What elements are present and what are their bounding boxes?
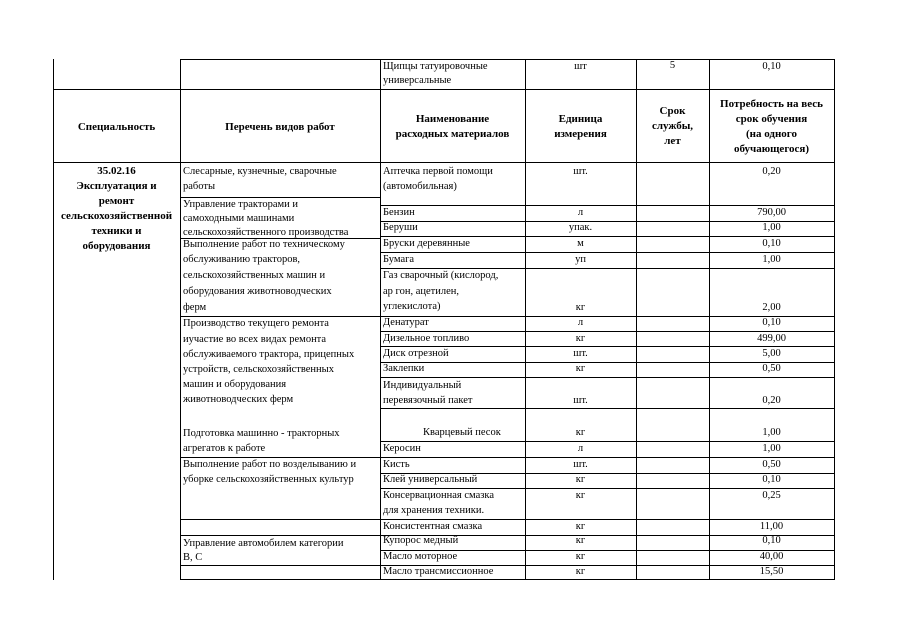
material-unit: кг — [575, 490, 586, 501]
work-item-line: Управление автомобилем категории — [183, 538, 344, 549]
material-need: 0,10 — [762, 474, 781, 485]
material-name: Консервационная смазка — [383, 490, 495, 501]
specialty-line: техники и — [91, 225, 142, 237]
header-need-line: Потребность на весь — [720, 98, 823, 110]
work-item-line: иучастие во всех видах ремонта — [183, 334, 327, 345]
material-unit: шт. — [573, 166, 588, 177]
work-item-line: машин и оборудования — [183, 379, 287, 390]
header-unit-line: Единица — [558, 113, 603, 125]
material-name: Бензин — [383, 207, 415, 218]
material-unit: л — [577, 207, 584, 218]
material-unit: уп — [575, 254, 586, 265]
col-border-left — [53, 59, 54, 580]
material-name: Заклепки — [383, 363, 425, 374]
works-sep — [180, 519, 380, 520]
header-term-line: лет — [664, 135, 681, 147]
material-name: Аптечка первой помощи — [383, 166, 493, 177]
work-item-line: ферм — [183, 302, 207, 313]
header-need-line: обучающегося) — [733, 143, 810, 155]
material-unit: шт. — [573, 395, 588, 406]
header-need-line: (на одного — [745, 128, 798, 140]
material-unit: кг — [575, 521, 586, 532]
work-item-line: самоходными машинами — [183, 213, 295, 224]
col-border-right — [834, 59, 835, 580]
header-term-line: Срок — [659, 105, 686, 117]
cont-need: 0,10 — [762, 61, 781, 72]
material-name: перевязочный пакет — [383, 395, 473, 406]
material-need: 11,00 — [759, 521, 784, 532]
material-need: 15,50 — [759, 566, 784, 577]
material-name: ар гон, ацетилен, — [383, 286, 459, 297]
material-name: Индивидуальный — [383, 380, 462, 391]
work-item-line: В, С — [183, 552, 203, 563]
material-unit: кг — [575, 333, 586, 344]
work-item-line: агрегатов к работе — [183, 443, 266, 454]
material-need: 499,00 — [757, 333, 786, 344]
table-bottom-border — [180, 579, 834, 580]
material-need: 0,10 — [762, 317, 781, 328]
material-need: 0,20 — [762, 166, 781, 177]
work-item-line: обслуживанию тракторов, — [183, 254, 301, 265]
material-unit: л — [577, 443, 584, 454]
material-unit: кг — [575, 363, 586, 374]
material-name: Диск отрезной — [383, 348, 449, 359]
material-need: 1,00 — [762, 443, 781, 454]
material-need: 0,20 — [762, 395, 781, 406]
material-name: для хранения техники. — [383, 505, 485, 516]
material-unit: кг — [575, 535, 586, 546]
material-name: Дизельное топливо — [383, 333, 470, 344]
row-sep — [380, 377, 834, 378]
header-material-line: расходных материалов — [395, 128, 510, 140]
material-need: 790,00 — [757, 207, 786, 218]
col-border — [180, 59, 181, 580]
header-works: Перечень видов работ — [225, 121, 335, 133]
material-name: Консистентная смазка — [383, 521, 483, 532]
material-unit: упак. — [568, 222, 593, 233]
material-need: 1,00 — [762, 254, 781, 265]
cont-term: 5 — [669, 60, 676, 71]
work-item-line: устройств, сельскохозяйственных — [183, 364, 334, 375]
works-sep — [180, 565, 380, 566]
work-item-line: животноводческих ферм — [183, 394, 294, 405]
header-need-line: срок обучения — [735, 113, 808, 125]
material-name: Кварцевый песок — [423, 427, 501, 438]
work-item-line: Подготовка машинно - тракторных — [183, 428, 340, 439]
material-name: Клей универсальный — [383, 474, 478, 485]
material-name: Керосин — [383, 443, 421, 454]
specialty-line: сельскохозяйственной — [60, 210, 173, 222]
work-item-line: уборке сельскохозяйственных культур — [183, 474, 354, 485]
material-need: 0,25 — [762, 490, 781, 501]
material-unit: м — [577, 238, 584, 249]
material-name: Бумага — [383, 254, 415, 265]
work-item-line: Управление тракторами и — [183, 199, 298, 210]
material-need: 40,00 — [759, 551, 784, 562]
material-unit: кг — [575, 551, 586, 562]
material-unit: кг — [575, 302, 586, 313]
cont-material-line: универсальные — [383, 75, 452, 86]
material-unit: кг — [575, 566, 586, 577]
work-item-line: обслуживаемого трактора, прицепных — [183, 349, 355, 360]
material-unit: кг — [575, 474, 586, 485]
specialty-line: Эксплуатация и — [76, 180, 157, 192]
work-item-line: Выполнение работ по возделыванию и — [183, 459, 357, 470]
row-sep — [380, 408, 834, 409]
header-material-line: Наименование — [415, 113, 490, 125]
material-name: Газ сварочный (кислород, — [383, 270, 499, 281]
material-name: Масло трансмиссионное — [383, 566, 494, 577]
material-need: 0,10 — [762, 238, 781, 249]
work-item-clip — [181, 198, 380, 238]
material-name: Беруши — [383, 222, 418, 233]
work-item-line: работы — [183, 181, 216, 192]
material-need: 2,00 — [762, 302, 781, 313]
header-term-line: службы, — [651, 120, 694, 132]
material-need: 5,00 — [762, 348, 781, 359]
work-item-line: Выполнение работ по техническому — [183, 239, 345, 250]
material-name: углекислота) — [383, 301, 441, 312]
material-need: 0,50 — [762, 459, 781, 470]
material-need: 1,00 — [762, 427, 781, 438]
header-bottom-border — [53, 162, 834, 163]
specialty-line: оборудования — [82, 240, 151, 252]
work-item-line: сельскохозяйственного производства — [183, 227, 349, 238]
material-unit: шт. — [573, 348, 588, 359]
material-name: Кисть — [383, 459, 410, 470]
material-unit: шт. — [573, 459, 588, 470]
material-unit: л — [577, 317, 584, 328]
material-need: 0,10 — [762, 535, 781, 546]
material-name: Купорос медный — [383, 535, 459, 546]
header-unit-line: измерения — [554, 128, 607, 140]
material-unit: кг — [575, 427, 586, 438]
specialty-line: 35.02.16 — [97, 165, 136, 177]
header-specialty: Специальность — [77, 121, 156, 133]
work-item-line: Слесарные, кузнечные, сварочные — [183, 166, 337, 177]
material-name: Бруски деревянные — [383, 238, 470, 249]
material-need: 1,00 — [762, 222, 781, 233]
cont-material-line: Щипцы татуировочные — [383, 61, 488, 72]
work-item-line: Производство текущего ремонта — [183, 318, 329, 329]
specialty-line: ремонт — [98, 195, 135, 207]
works-sep — [180, 535, 380, 536]
work-item-line: оборудования животноводческих — [183, 286, 332, 297]
material-name: Масло моторное — [383, 551, 458, 562]
material-need: 0,50 — [762, 363, 781, 374]
material-name: Денатурат — [383, 317, 429, 328]
cont-unit: шт — [574, 61, 587, 72]
work-item-line: сельскохозяйственных машин и — [183, 270, 326, 281]
material-name: (автомобильная) — [383, 181, 457, 192]
header-top-border — [53, 89, 834, 90]
